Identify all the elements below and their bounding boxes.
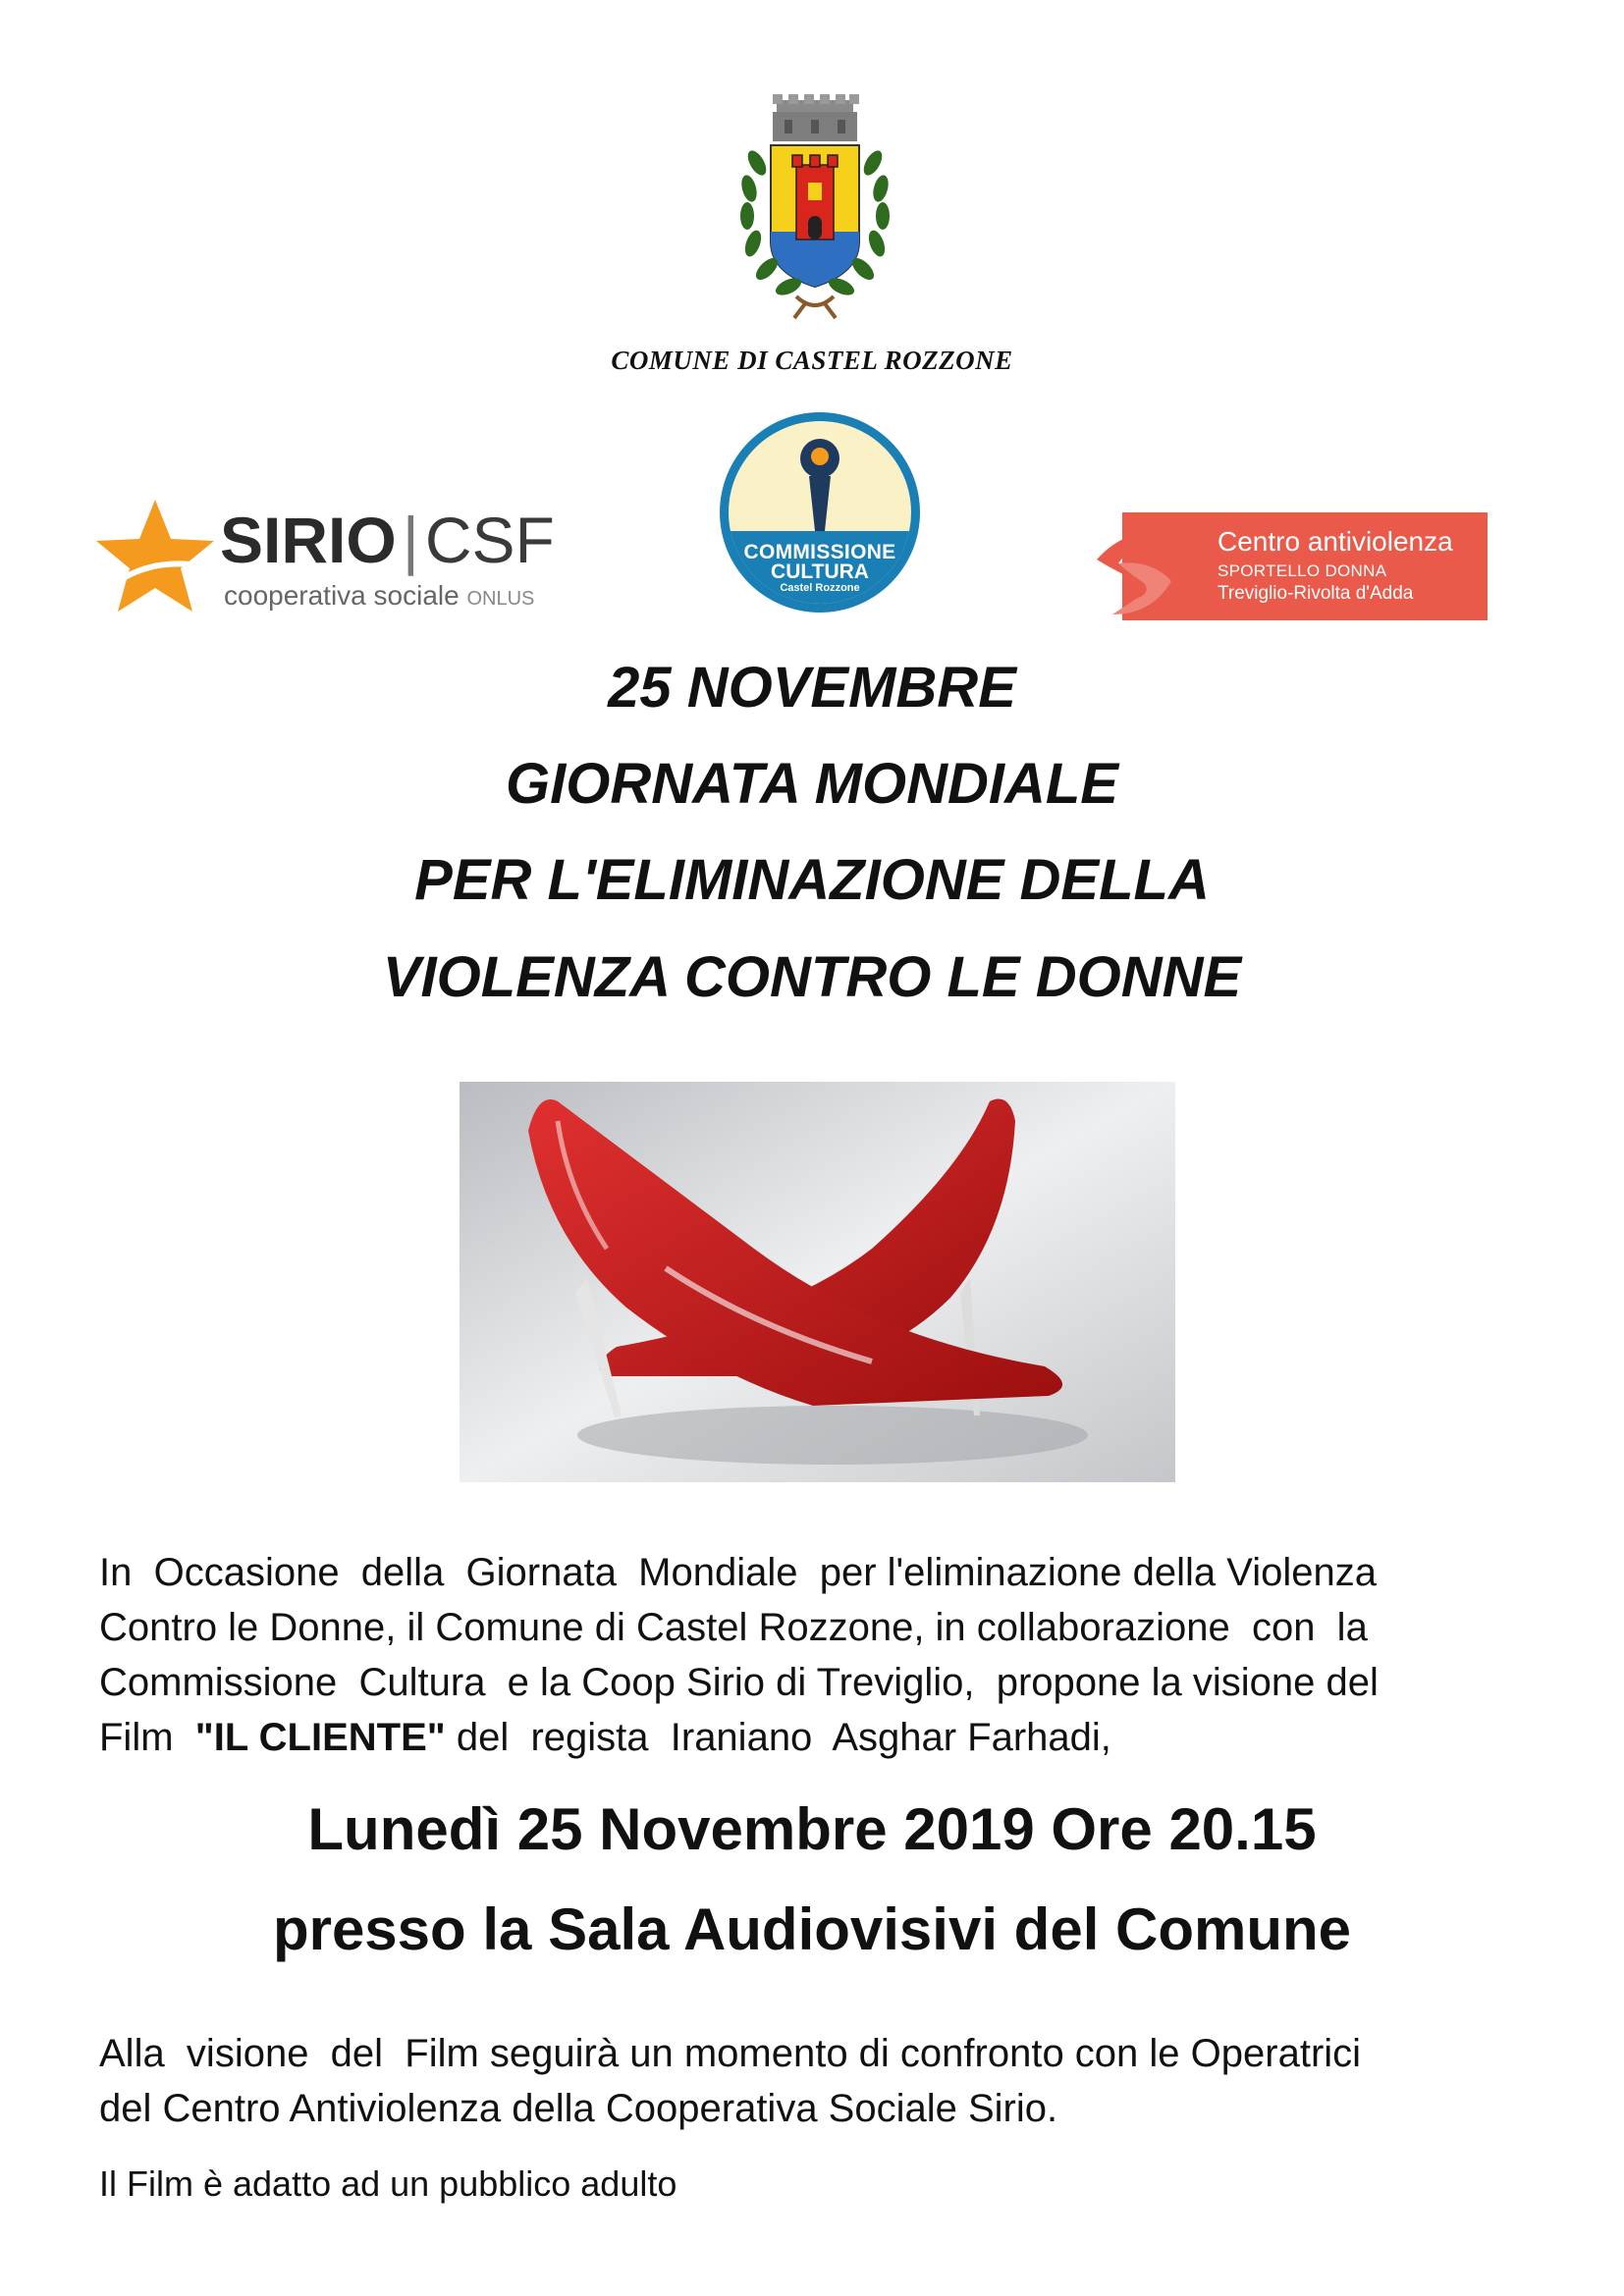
sirio-subtitle: cooperativa sociale — [224, 580, 460, 611]
event-date-time: Lunedì 25 Novembre 2019 Ore 20.15 — [307, 1796, 1317, 1862]
red-shoes-photo — [460, 1082, 1175, 1482]
keyhole-figure-icon — [791, 433, 848, 531]
sportello-label: SPORTELLO DONNA — [1218, 561, 1387, 580]
intro-paragraph — [99, 1545, 1533, 1765]
heading-line-3: PER L'ELIMINAZIONE DELLA — [414, 848, 1210, 912]
followup-line: del Centro Antiviolenza della Cooperativa Sociale Sirio. — [99, 2087, 1058, 2130]
municipality-name: COMUNE DI CASTEL ROZZONE — [611, 346, 1013, 375]
cultura-label: CULTURA — [771, 561, 869, 583]
castel-rozzone-label: Castel Rozzone — [780, 582, 860, 594]
heading-date: 25 NOVEMBRE — [608, 656, 1016, 720]
audience-note: Il Film è adatto ad un pubblico adulto — [99, 2163, 677, 2204]
intro-line: Commissione Cultura e la Coop Sirio di Treviglio, propone la visione del — [99, 1661, 1379, 1704]
centro-antiviolenza-logo — [1093, 512, 1488, 620]
location-label: Treviglio-Rivolta d'Adda — [1218, 583, 1414, 604]
heading-line-4: VIOLENZA CONTRO LE DONNE — [382, 945, 1242, 1009]
followup-line: Alla visione del Film seguirà un momento di confronto con le Operatrici — [99, 2032, 1362, 2075]
sirio-onlus: ONLUS — [466, 588, 535, 610]
intro-line-prefix: Film — [99, 1716, 195, 1759]
sirio-csf: CSF — [424, 504, 555, 576]
intro-line-suffix: del regista Iraniano Asghar Farhadi, — [445, 1716, 1111, 1759]
centro-title: Centro antiviolenza — [1218, 526, 1453, 557]
intro-line: Contro le Donne, il Comune di Castel Rozzone, in collaborazione con la — [99, 1606, 1368, 1649]
followup-paragraph — [99, 2026, 1533, 2136]
sirio-divider: | — [402, 504, 419, 576]
castel-rozzone-coat-of-arms — [728, 94, 902, 322]
commissione-label: COMMISSIONE — [743, 541, 896, 563]
film-title: "IL CLIENTE" — [194, 1716, 446, 1759]
wave-icon — [1093, 520, 1230, 618]
heading-line-2: GIORNATA MONDIALE — [506, 752, 1118, 816]
intro-line: In Occasione della Giornata Mondiale per l'eliminazione della Violenza — [99, 1551, 1377, 1594]
star-icon — [94, 498, 217, 615]
sirio-csf-logo — [94, 496, 566, 618]
commissione-cultura-logo — [720, 412, 920, 613]
sirio-brand: SIRIO — [220, 504, 397, 576]
event-location: presso la Sala Audiovisivi del Comune — [272, 1896, 1352, 1962]
